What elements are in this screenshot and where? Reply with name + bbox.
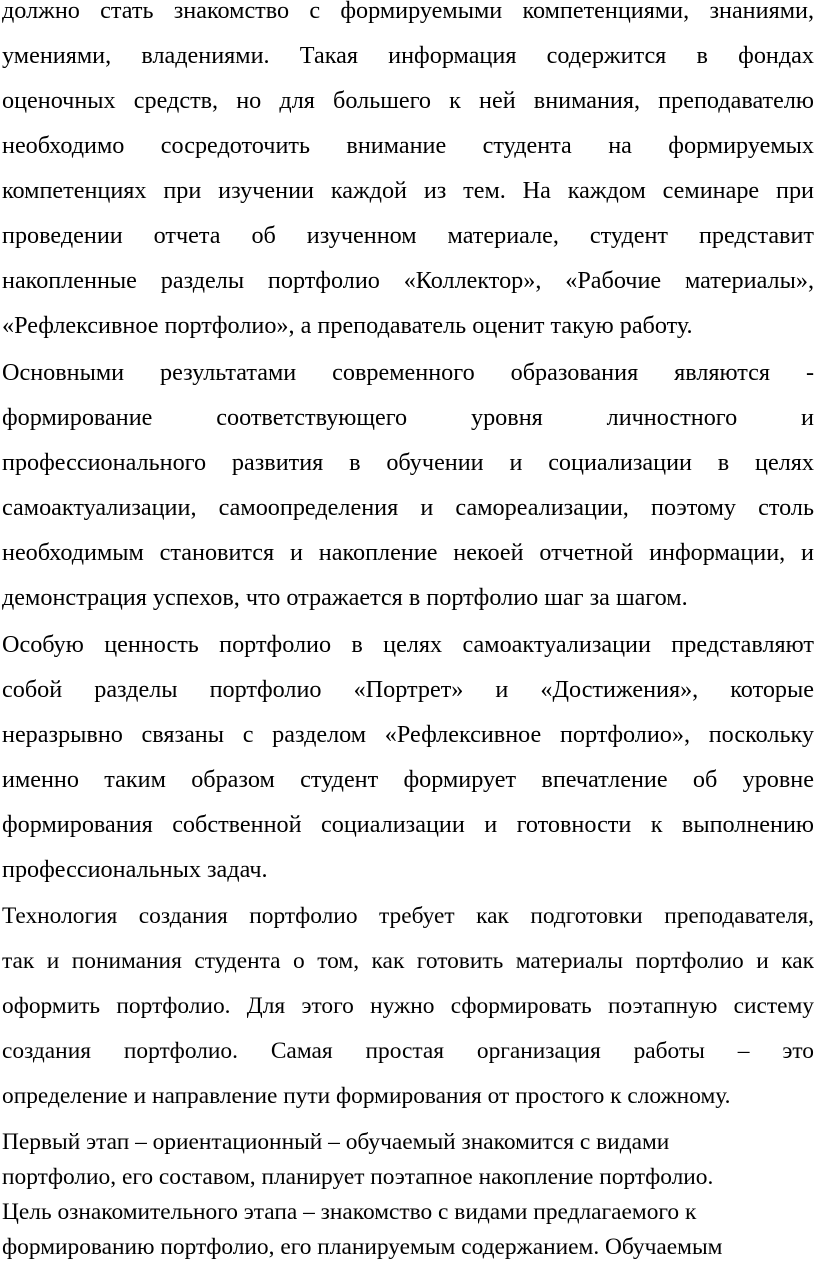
text-line: именно таким образом студент формирует впечатление об уровне bbox=[2, 766, 814, 793]
text-line: формирование соответствующего уровня личностного и bbox=[2, 404, 814, 431]
text-line: так и понимания студента о том, как готовить материалы портфолио и как bbox=[2, 948, 814, 974]
text-line: Особую ценность портфолио в целях самоактуализации представляют bbox=[2, 631, 814, 658]
text-line: компетенциях при изучении каждой из тем. На каждом семинаре при bbox=[2, 177, 814, 204]
text-line: формированию портфолио, его планируемым содержанием. Обучаемым bbox=[2, 1234, 723, 1260]
text-line: формирования собственной социализации и готовности к выполнению bbox=[2, 811, 814, 838]
text-line: Цель ознакомительного этапа – знакомство с видами предлагаемого к bbox=[2, 1199, 697, 1225]
text-line: портфолио, его составом, планирует поэтапное накопление портфолио. bbox=[2, 1164, 714, 1190]
text-line: Технология создания портфолио требует как подготовки преподавателя, bbox=[2, 903, 814, 929]
text-line: необходимо сосредоточить внимание студента на формируемых bbox=[2, 132, 814, 159]
text-line: самоактуализации, самоопределения и самореализации, поэтому столь bbox=[2, 494, 814, 521]
text-line: неразрывно связаны с разделом «Рефлексивное портфолио», поскольку bbox=[2, 721, 814, 748]
text-line: собой разделы портфолио «Портрет» и «Достижения», которые bbox=[2, 676, 814, 703]
text-line: оценочных средств, но для большего к ней внимания, преподавателю bbox=[2, 87, 814, 114]
text-line: Основными результатами современного образования являются - bbox=[2, 359, 814, 386]
text-line: оформить портфолио. Для этого нужно сформировать поэтапную систему bbox=[2, 993, 814, 1019]
text-line: профессионального развития в обучении и социализации в целях bbox=[2, 449, 814, 476]
text-line: «Рефлексивное портфолио», а преподаватель оценит такую работу. bbox=[2, 312, 693, 339]
text-line: накопленные разделы портфолио «Коллектор», «Рабочие материалы», bbox=[2, 267, 814, 294]
text-line: определение и направление пути формирования от простого к сложному. bbox=[2, 1083, 731, 1109]
text-line: умениями, владениями. Такая информация содержится в фондах bbox=[2, 42, 814, 69]
text-line: Первый этап – ориентационный – обучаемый знакомится с видами bbox=[2, 1129, 670, 1155]
text-line: создания портфолио. Самая простая организация работы – это bbox=[2, 1038, 814, 1064]
text-line: проведении отчета об изученном материале, студент представит bbox=[2, 222, 814, 249]
text-line: профессиональных задач. bbox=[2, 856, 268, 883]
text-line: необходимым становится и накопление некоей отчетной информации, и bbox=[2, 539, 814, 566]
text-line: демонстрация успехов, что отражается в портфолио шаг за шагом. bbox=[2, 584, 688, 611]
text-line: должно стать знакомство с формируемыми компетенциями, знаниями, bbox=[2, 0, 814, 24]
